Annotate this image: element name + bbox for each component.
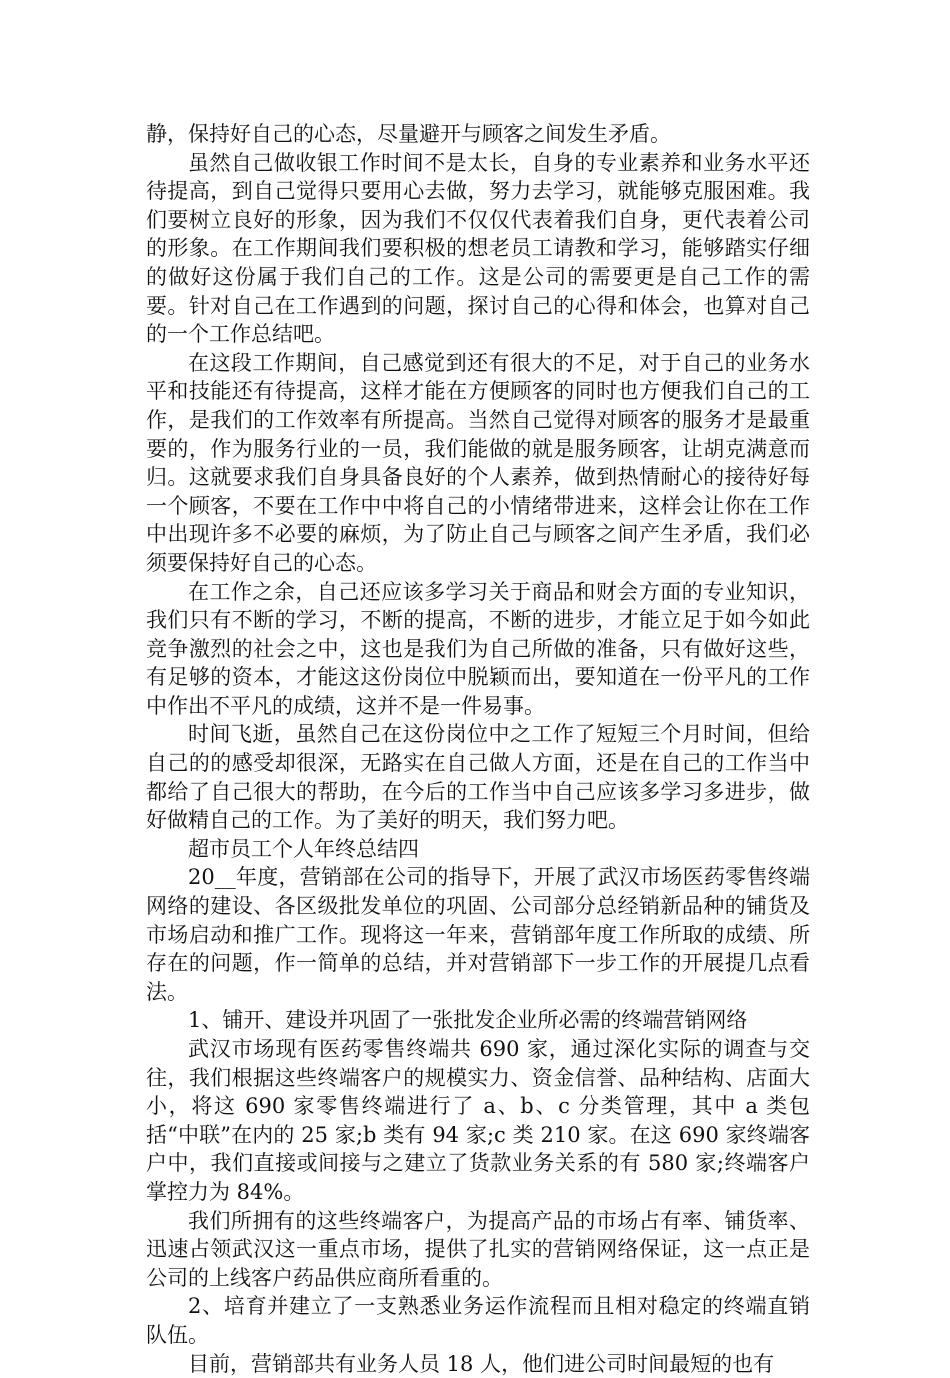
document-body (146, 120, 810, 1378)
paragraph: 静，保持好自己的心态，尽量避开与顾客之间发生矛盾。 (146, 122, 671, 146)
numbered-heading: 1、铺开、建设并巩固了一张批发企业所必需的终端营销网络 (188, 1008, 748, 1033)
paragraph: 虽然自己做收银工作时间不是太长，自身的专业素养和业务水平还待提高，到自己觉得只要用心去做，努力去学习，就能够克服困难。我们要树立良好的形象，因为我们不仅仅代表着我们自身，更代表着公司的形象。在工作期间我们要积极的想老员工请教和学习，能够踏实仔细的做好这份属于我们自己的工作。这是公司的需要更是自己工作的需要。针对自己在工作遇到的问题，探讨自己的心得和体会，也算对自己的一个工作总结吧。 (146, 150, 810, 347)
paragraph: 目前，营销部共有业务人员 18 人，他们进公司时间最短的也有 (188, 1351, 775, 1376)
section-heading: 超市员工个人年终总结四 (188, 836, 419, 861)
paragraph: 20__年度，营销部在公司的指导下，开展了武汉市场医药零售终端网络的建设、各区级批发单位的巩固、公司部分总经销新品种的铺货及市场启动和推广工作。现将这一年来，营销部年度工作所取的成绩、所存在的问题，作一简单的总结，并对营销部下一步工作的开展提几点看法。 (146, 865, 810, 1004)
paragraph: 时间飞逝，虽然自己在这份岗位中之工作了短短三个月时间，但给自己的的感受却很深，无路实在自己做人方面，还是在自己的工作当中都给了自己很大的帮助，在今后的工作当中自己应该多学习多进步，做好做精自己的工作。为了美好的明天，我们努力吧。 (146, 722, 810, 833)
paragraph: 武汉市场现有医药零售终端共 690 家，通过深化实际的调查与交往，我们根据这些终端客户的规模实力、资金信誉、品种结构、店面大小，将这 690 家零售终端进行了 a、b、c 分类管理，其中 a 类包括“中联”在内的 25 家;b 类有 94 家;c 类 210 家。在这 690 家终端客户中，我们直接或间接与之建立了货款业务关系的有 580 家;终端客户掌控力为 84%。 (146, 1037, 810, 1204)
paragraph: 在这段工作期间，自己感觉到还有很大的不足，对于自己的业务水平和技能还有待提高，这样才能在方便顾客的同时也方便我们自己的工作，是我们的工作效率有所提高。当然自己觉得对顾客的服务才是最重要的，作为服务行业的一员，我们能做的就是服务顾客，让胡克满意而归。这就要求我们自身具备良好的个人素养，做到热情耐心的接待好每一个顾客，不要在工作中中将自己的小情绪带进来，这样会让你在工作中出现许多不必要的麻烦，为了防止自己与顾客之间产生矛盾，我们必须要保持好自己的心态。 (146, 350, 810, 575)
paragraph: 在工作之余，自己还应该多学习关于商品和财会方面的专业知识，我们只有不断的学习，不断的提高，不断的进步，才能立足于如今如此竞争激烈的社会之中，这也是我们为自己所做的准备，只有做好这些，有足够的资本，才能这这份岗位中脱颖而出，要知道在一份平凡的工作中作出不平凡的成绩，这并不是一件易事。 (146, 579, 810, 718)
paragraph: 我们所拥有的这些终端客户，为提高产品的市场占有率、铺货率、迅速占领武汉这一重点市场，提供了扎实的营销网络保证，这一点正是公司的上线客户药品供应商所看重的。 (146, 1208, 810, 1290)
numbered-heading: 2、培育并建立了一支熟悉业务运作流程而且相对稳定的终端直销队伍。 (146, 1294, 810, 1347)
